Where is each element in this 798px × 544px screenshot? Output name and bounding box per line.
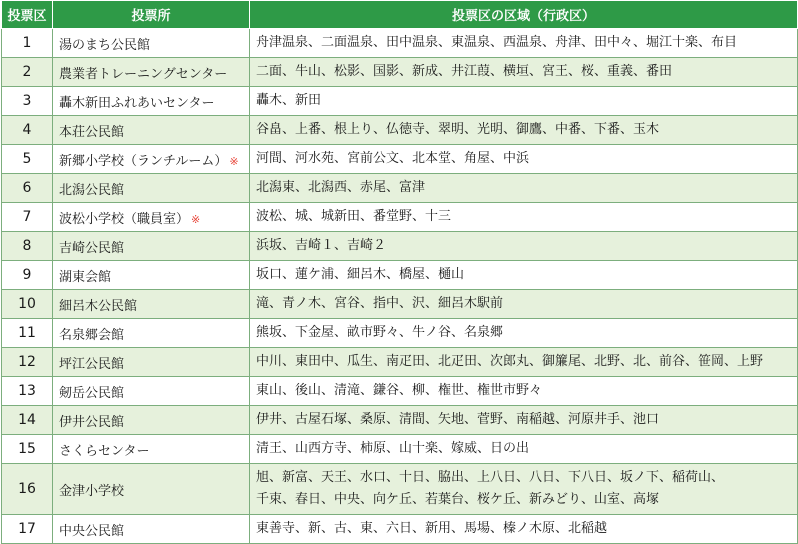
table-row: [2, 406, 798, 435]
district-area-cell: [250, 435, 798, 464]
district-area-cell: [250, 290, 798, 319]
note-mark: ※: [191, 212, 201, 226]
polling-place-cell: [53, 203, 250, 232]
polling-place-cell: [53, 116, 250, 145]
table-row: [2, 290, 798, 319]
polling-place-name: 金津小学校: [59, 483, 125, 499]
district-number-cell: 8: [2, 232, 53, 261]
district-number-cell: 17: [2, 515, 53, 544]
district-area-text: 河間、河水苑、宮前公文、北本堂、角屋、中浜: [256, 151, 530, 166]
district-area-text: 熊坂、下金屋、畝市野々、牛ノ谷、名泉郷: [256, 325, 504, 340]
district-area-cell: [250, 58, 798, 87]
district-area-cell: [250, 203, 798, 232]
table-row: [2, 377, 798, 406]
district-area-cell: [250, 116, 798, 145]
table-row: [2, 261, 798, 290]
table-row: [2, 116, 798, 145]
polling-station-table: [1, 0, 798, 544]
polling-place-cell: [53, 232, 250, 261]
polling-place-cell: [53, 58, 250, 87]
table-row: [2, 232, 798, 261]
polling-place-name: 湖東会館: [59, 269, 112, 285]
district-area-cell: [250, 261, 798, 290]
district-number-cell: 9: [2, 261, 53, 290]
district-area-cell: [250, 145, 798, 174]
table-row: [2, 348, 798, 377]
district-number-cell: 12: [2, 348, 53, 377]
polling-place-cell: [53, 406, 250, 435]
district-area-cell: [250, 377, 798, 406]
polling-place-name: 名泉郷会館: [59, 327, 125, 343]
district-area-text: 轟木、新田: [256, 93, 322, 108]
polling-place-name: 北潟公民館: [59, 182, 125, 198]
district-area-cell: [250, 232, 798, 261]
table-row: [2, 319, 798, 348]
district-number-cell: 5: [2, 145, 53, 174]
table-row: [2, 58, 798, 87]
polling-place-name: 本荘公民館: [59, 124, 125, 140]
district-area-cell: [250, 406, 798, 435]
district-area-text: 坂口、蓮ケ浦、細呂木、橋屋、樋山: [256, 267, 465, 282]
polling-place-name: 吉崎公民館: [59, 240, 125, 256]
district-area-cell: [250, 29, 798, 58]
district-area-text: 舟津温泉、二面温泉、田中温泉、東温泉、西温泉、舟津、田中々、堀江十楽、布目: [256, 35, 738, 50]
district-area-cell: [250, 348, 798, 377]
polling-place-cell: [53, 29, 250, 58]
polling-place-cell: [53, 261, 250, 290]
district-area-text: 浜坂、吉崎１、吉崎２: [256, 238, 387, 253]
district-area-text: 滝、青ノ木、宮谷、指中、沢、細呂木駅前: [256, 296, 504, 311]
district-area-text: 中川、東田中、瓜生、南疋田、北疋田、次郎丸、御簾尾、北野、北、前谷、笹岡、上野: [256, 354, 764, 369]
table-row: [2, 87, 798, 116]
polling-place-cell: [53, 319, 250, 348]
district-area-text: 東山、後山、清滝、鎌谷、柳、権世、権世市野々: [256, 383, 543, 398]
district-number-cell: 2: [2, 58, 53, 87]
table-row: [2, 464, 798, 515]
district-area-text: 谷畠、上番、根上り、仏徳寺、翠明、光明、御鷹、中番、下番、玉木: [256, 122, 660, 137]
note-mark: ※: [229, 154, 239, 168]
polling-place-cell: [53, 464, 250, 515]
district-number-cell: 16: [2, 464, 53, 515]
polling-place-name: 細呂木公民館: [59, 298, 138, 314]
district-area-cell: [250, 515, 798, 544]
district-area-cell: [250, 464, 798, 515]
polling-place-name: 湯のまち公民館: [59, 37, 151, 53]
table-header-row: [2, 1, 798, 29]
polling-place-name: 波松小学校（職員室）: [59, 211, 190, 227]
polling-place-cell: [53, 348, 250, 377]
header-district-area: 投票区の区域（行政区）: [250, 1, 798, 29]
polling-place-cell: [53, 515, 250, 544]
table-row: [2, 145, 798, 174]
polling-place-cell: [53, 377, 250, 406]
district-area-cell: [250, 174, 798, 203]
district-number-cell: 1: [2, 29, 53, 58]
district-number-cell: 13: [2, 377, 53, 406]
table-row: [2, 515, 798, 544]
polling-place-name: 新郷小学校（ランチルーム）: [59, 153, 228, 169]
polling-place-name: 剱岳公民館: [59, 385, 125, 401]
polling-place-name: 中央公民館: [59, 523, 125, 539]
district-number-cell: 15: [2, 435, 53, 464]
district-area-text: 波松、城、城新田、番堂野、十三: [256, 209, 452, 224]
table-row: [2, 174, 798, 203]
district-area-text: 北潟東、北潟西、赤尾、富津: [256, 180, 426, 195]
district-area-text: 旭、新富、天王、水口、十日、脇出、上八日、八日、下八日、坂ノ下、稲荷山、: [256, 470, 725, 485]
table-row: [2, 435, 798, 464]
district-area-cell: [250, 319, 798, 348]
district-number-cell: 11: [2, 319, 53, 348]
table-row: [2, 29, 798, 58]
district-number-cell: 4: [2, 116, 53, 145]
district-area-text: 東善寺、新、古、東、六日、新用、馬場、榛ノ木原、北稲越: [256, 521, 608, 536]
polling-place-name: 伊井公民館: [59, 414, 125, 430]
polling-place-name: 坪江公民館: [59, 356, 125, 372]
district-number-cell: 7: [2, 203, 53, 232]
district-number-cell: 6: [2, 174, 53, 203]
table-row: [2, 203, 798, 232]
polling-place-name: 農業者トレーニングセンター: [59, 66, 228, 82]
district-number-cell: 10: [2, 290, 53, 319]
district-area-text: 千束、春日、中央、向ケ丘、若葉台、桜ケ丘、新みどり、山室、高塚: [256, 492, 660, 507]
polling-place-cell: [53, 435, 250, 464]
table-body: [2, 29, 798, 544]
district-number-cell: 3: [2, 87, 53, 116]
polling-place-cell: [53, 145, 250, 174]
district-number-cell: 14: [2, 406, 53, 435]
polling-place-cell: [53, 290, 250, 319]
header-polling-place: 投票所: [53, 1, 250, 29]
polling-place-cell: [53, 87, 250, 116]
polling-place-cell: [53, 174, 250, 203]
district-area-text: 伊井、古屋石塚、桑原、清間、矢地、菅野、南稲越、河原井手、池口: [256, 412, 660, 427]
district-area-text: 二面、牛山、松影、国影、新成、井江葭、横垣、宮王、桜、重義、番田: [256, 64, 673, 79]
district-area-cell: [250, 87, 798, 116]
header-district-number: 投票区: [2, 1, 53, 29]
polling-place-name: さくらセンター: [59, 443, 150, 459]
polling-place-name: 轟木新田ふれあいセンター: [59, 95, 215, 111]
district-area-text: 清王、山西方寺、柿原、山十楽、嫁威、日の出: [256, 441, 530, 456]
